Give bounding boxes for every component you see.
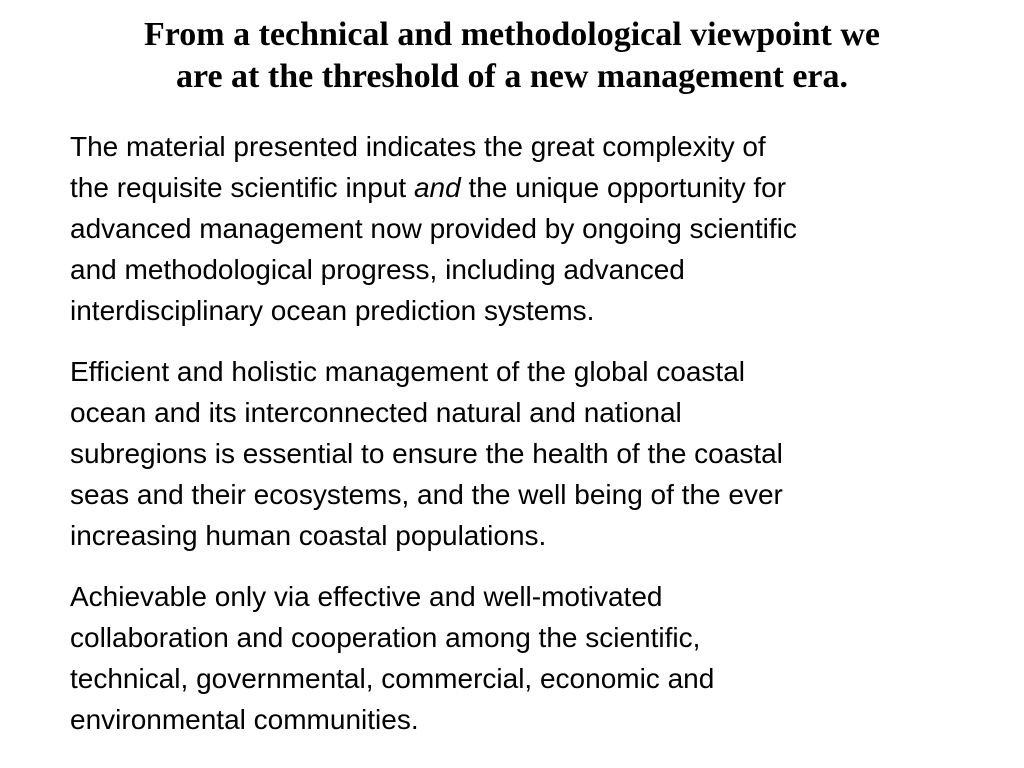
text-line: The material presented indicates the great complexity of — [70, 131, 766, 162]
text-segment: the unique opportunity for — [460, 172, 787, 203]
text-line: Efficient and holistic management of the global coastal — [70, 356, 746, 387]
text-line: environmental communities. — [70, 704, 419, 735]
italic-emphasis: and — [413, 172, 461, 203]
text-line: seas and their ecosystems, and the well being of the ever — [70, 479, 783, 510]
text-line: technical, governmental, commercial, economic and — [70, 663, 715, 694]
text-line: subregions is essential to ensure the health of the coastal — [70, 438, 783, 469]
text-line: collaboration and cooperation among the scientific, — [70, 622, 701, 653]
text-line: interdisciplinary ocean prediction systems. — [70, 295, 595, 326]
slide-body — [70, 126, 970, 760]
title-line: are at the threshold of a new management era. — [175, 58, 849, 95]
slide-title — [40, 14, 984, 98]
text-line: and methodological progress, including advanced — [70, 254, 685, 285]
text-line: advanced management now provided by ongoing scientific — [70, 213, 797, 244]
title-line: From a technical and methodological viewpoint we — [144, 16, 880, 53]
text-line: Achievable only via effective and well-motivated — [70, 581, 663, 612]
text-line: increasing human coastal populations. — [70, 520, 547, 551]
text-segment: the requisite scientific input — [70, 172, 414, 203]
paragraph-management — [70, 351, 970, 556]
text-line — [70, 167, 970, 208]
text-line: ocean and its interconnected natural and national — [70, 397, 682, 428]
paragraph-collaboration — [70, 576, 970, 740]
paragraph-complexity — [70, 126, 970, 331]
